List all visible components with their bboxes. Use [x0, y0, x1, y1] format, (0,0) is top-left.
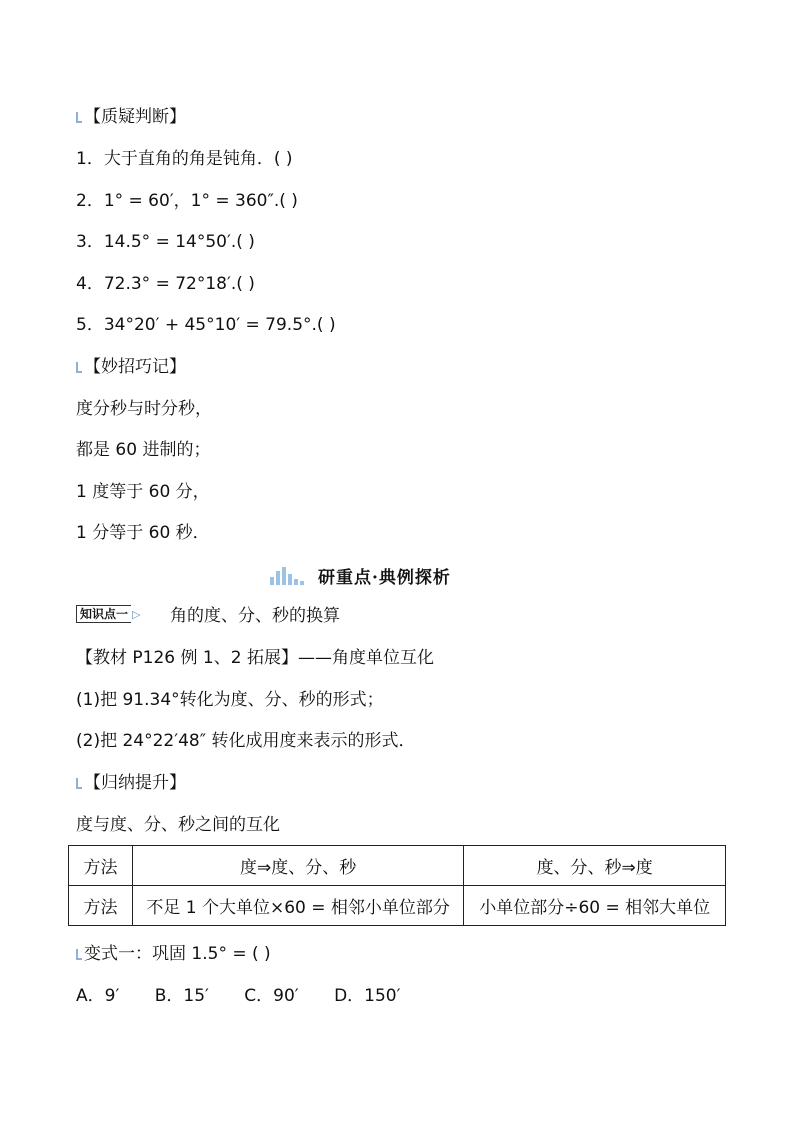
memory-tip-line-1: 度分秒与时分秒， [76, 399, 212, 419]
variant-question [76, 943, 271, 965]
summary-subtitle: 度与度、分、秒之间的互化 [76, 815, 280, 835]
option-c: C．90′ [244, 986, 299, 1006]
table-row [69, 846, 726, 886]
table-cell: 不足 1 个大单位×60 = 相邻小单位部分 [132, 886, 463, 926]
section-decoration-icon [270, 565, 306, 585]
bookmark-icon [76, 949, 82, 960]
memory-tip-heading [76, 356, 186, 378]
table-cell: 度⇒度、分、秒 [132, 846, 463, 886]
memory-tip-line-2: 都是 60 进制的； [76, 440, 211, 460]
knowledge-point-title: 角的度、分、秒的换算 [170, 606, 340, 626]
example-part-2: (2)把 24°22′48″ 转化成用度来表示的形式． [76, 731, 416, 751]
table-cell: 度、分、秒⇒度 [464, 846, 726, 886]
question-item-1: 1．大于直角的角是钝角．( ) [76, 149, 293, 169]
memory-tip-line-3: 1 度等于 60 分， [76, 482, 210, 502]
questions-heading [76, 106, 186, 128]
table-cell: 方法 [69, 846, 133, 886]
section-title-text: 研重点·典例探析 [318, 567, 451, 588]
table-cell: 方法 [69, 886, 133, 926]
variant-options [76, 985, 430, 1007]
question-item-4: 4．72.3° = 72°18′.( ) [76, 274, 255, 294]
memory-tip-line-4: 1 分等于 60 秒． [76, 523, 210, 543]
summary-heading [76, 772, 186, 794]
arrow-right-icon: ▷ [132, 607, 141, 621]
bookmark-icon [76, 112, 82, 123]
question-item-5: 5．34°20′ + 45°10′ = 79.5°.( ) [76, 315, 336, 335]
questions-heading-text: 【质疑判断】 [84, 107, 186, 127]
table-cell: 小单位部分÷60 = 相邻大单位 [464, 886, 726, 926]
question-item-2: 2．1° = 60′，1° = 360″.( ) [76, 191, 298, 211]
knowledge-point-badge [76, 604, 140, 624]
conversion-methods-table [68, 845, 726, 926]
summary-heading-text: 【归纳提升】 [84, 773, 186, 793]
table-row [69, 886, 726, 926]
option-a: A．9′ [76, 986, 120, 1006]
example-heading: 【教材 P126 例 1、2 拓展】——角度单位互化 [76, 648, 434, 668]
option-b: B．15′ [154, 986, 209, 1006]
section-title [270, 562, 451, 588]
bookmark-icon [76, 778, 82, 789]
bookmark-icon [76, 362, 82, 373]
memory-tip-heading-text: 【妙招巧记】 [84, 357, 186, 377]
option-d: D．150′ [334, 986, 401, 1006]
question-item-3: 3．14.5° = 14°50′.( ) [76, 232, 255, 252]
variant-question-text: 变式一：巩固 1.5° = ( ) [84, 944, 271, 964]
knowledge-point-badge-text: 知识点一 [76, 605, 131, 623]
example-part-1: (1)把 91.34°转化为度、分、秒的形式； [76, 690, 384, 710]
